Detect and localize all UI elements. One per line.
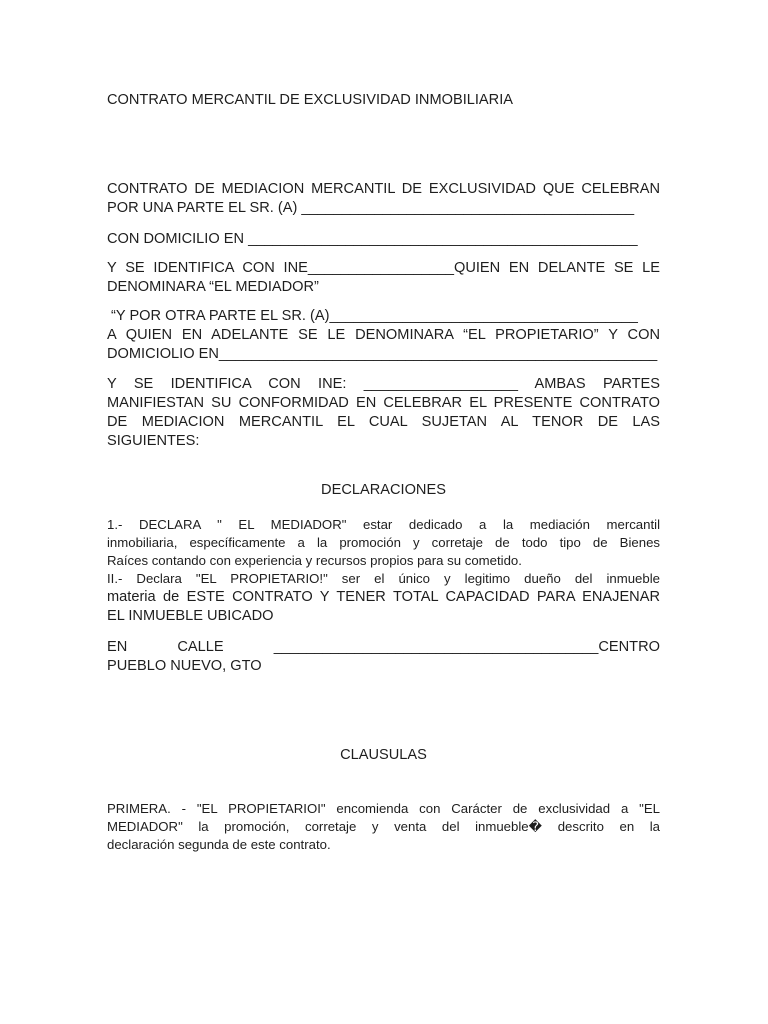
ine-propietario-line-2: MANIFIESTAN SU CONFORMIDAD EN CELEBRAR EL PRESENTE CONTRATO — [107, 395, 660, 411]
declaracion-2-line-3: EL INMUEBLE UBICADO — [107, 608, 274, 624]
declaracion-1-paragraph — [107, 516, 660, 570]
declaracion-1-line-1: 1.- DECLARA " EL MEDIADOR" estar dedicado a la mediación mercantil — [107, 517, 660, 532]
ine-mediador-paragraph — [107, 259, 660, 297]
intro-paragraph — [107, 180, 660, 218]
ine-mediador-line-1: Y SE IDENTIFICA CON INE__________________QUIEN EN DELANTE SE LE — [107, 260, 660, 276]
primera-line-3: declaración segunda de este contrato. — [107, 837, 331, 852]
declaracion-1-line-3: Raíces contando con experiencia y recursos propios para su cometido. — [107, 553, 522, 568]
declaracion-2-line-1: II.- Declara "EL PROPIETARIO!" ser el único y legitimo dueño del inmueble — [107, 571, 660, 586]
ine-propietario-paragraph — [107, 375, 660, 451]
calle-line-1: EN CALLE ________________________________________CENTRO — [107, 639, 660, 655]
otra-parte-line-3: DOMICIOLIO EN______________________________________________________ — [107, 346, 658, 362]
primera-paragraph — [107, 800, 660, 854]
domicilio-line: CON DOMICILIO EN ________________________________________________ — [107, 231, 638, 247]
calle-line-2: PUEBLO NUEVO, GTO — [107, 658, 262, 674]
ine-propietario-line-3: DE MEDIACION MERCANTIL EL CUAL SUJETAN AL TENOR DE LAS — [107, 414, 660, 430]
primera-line-1: PRIMERA. - "EL PROPIETARIOI" encomienda con Carácter de exclusividad a "EL — [107, 801, 660, 816]
ine-propietario-line-4: SIGUIENTES: — [107, 433, 200, 449]
clausulas-heading: CLAUSULAS — [340, 747, 427, 763]
declaraciones-heading: DECLARACIONES — [321, 482, 446, 498]
document-title: CONTRATO MERCANTIL DE EXCLUSIVIDAD INMOBILIARIA — [107, 92, 513, 108]
otra-parte-paragraph — [107, 307, 660, 364]
ine-propietario-line-1: Y SE IDENTIFICA CON INE: ___________________ AMBAS PARTES — [107, 376, 660, 392]
calle-paragraph — [107, 638, 660, 676]
intro-line-2: POR UNA PARTE EL SR. (A) _________________________________________ — [107, 200, 635, 216]
otra-parte-line-1: “Y POR OTRA PARTE EL SR. (A)______________________________________ — [107, 308, 638, 324]
intro-line-1: CONTRATO DE MEDIACION MERCANTIL DE EXCLUSIVIDAD QUE CELEBRAN — [107, 181, 660, 197]
declaracion-2-paragraph — [107, 570, 660, 626]
ine-mediador-line-2: DENOMINARA “EL MEDIADOR” — [107, 279, 319, 295]
primera-line-2: MEDIADOR" la promoción, corretaje y venta del inmueble� descrito en la — [107, 819, 660, 834]
otra-parte-line-2: A QUIEN EN ADELANTE SE LE DENOMINARA “EL PROPIETARIO” Y CON — [107, 327, 660, 343]
declaracion-2-line-2: materia de ESTE CONTRATO Y TENER TOTAL CAPACIDAD PARA ENAJENAR — [107, 589, 660, 605]
declaracion-1-line-2: inmobiliaria, específicamente a la promoción y corretaje de todo tipo de Bienes — [107, 535, 660, 550]
